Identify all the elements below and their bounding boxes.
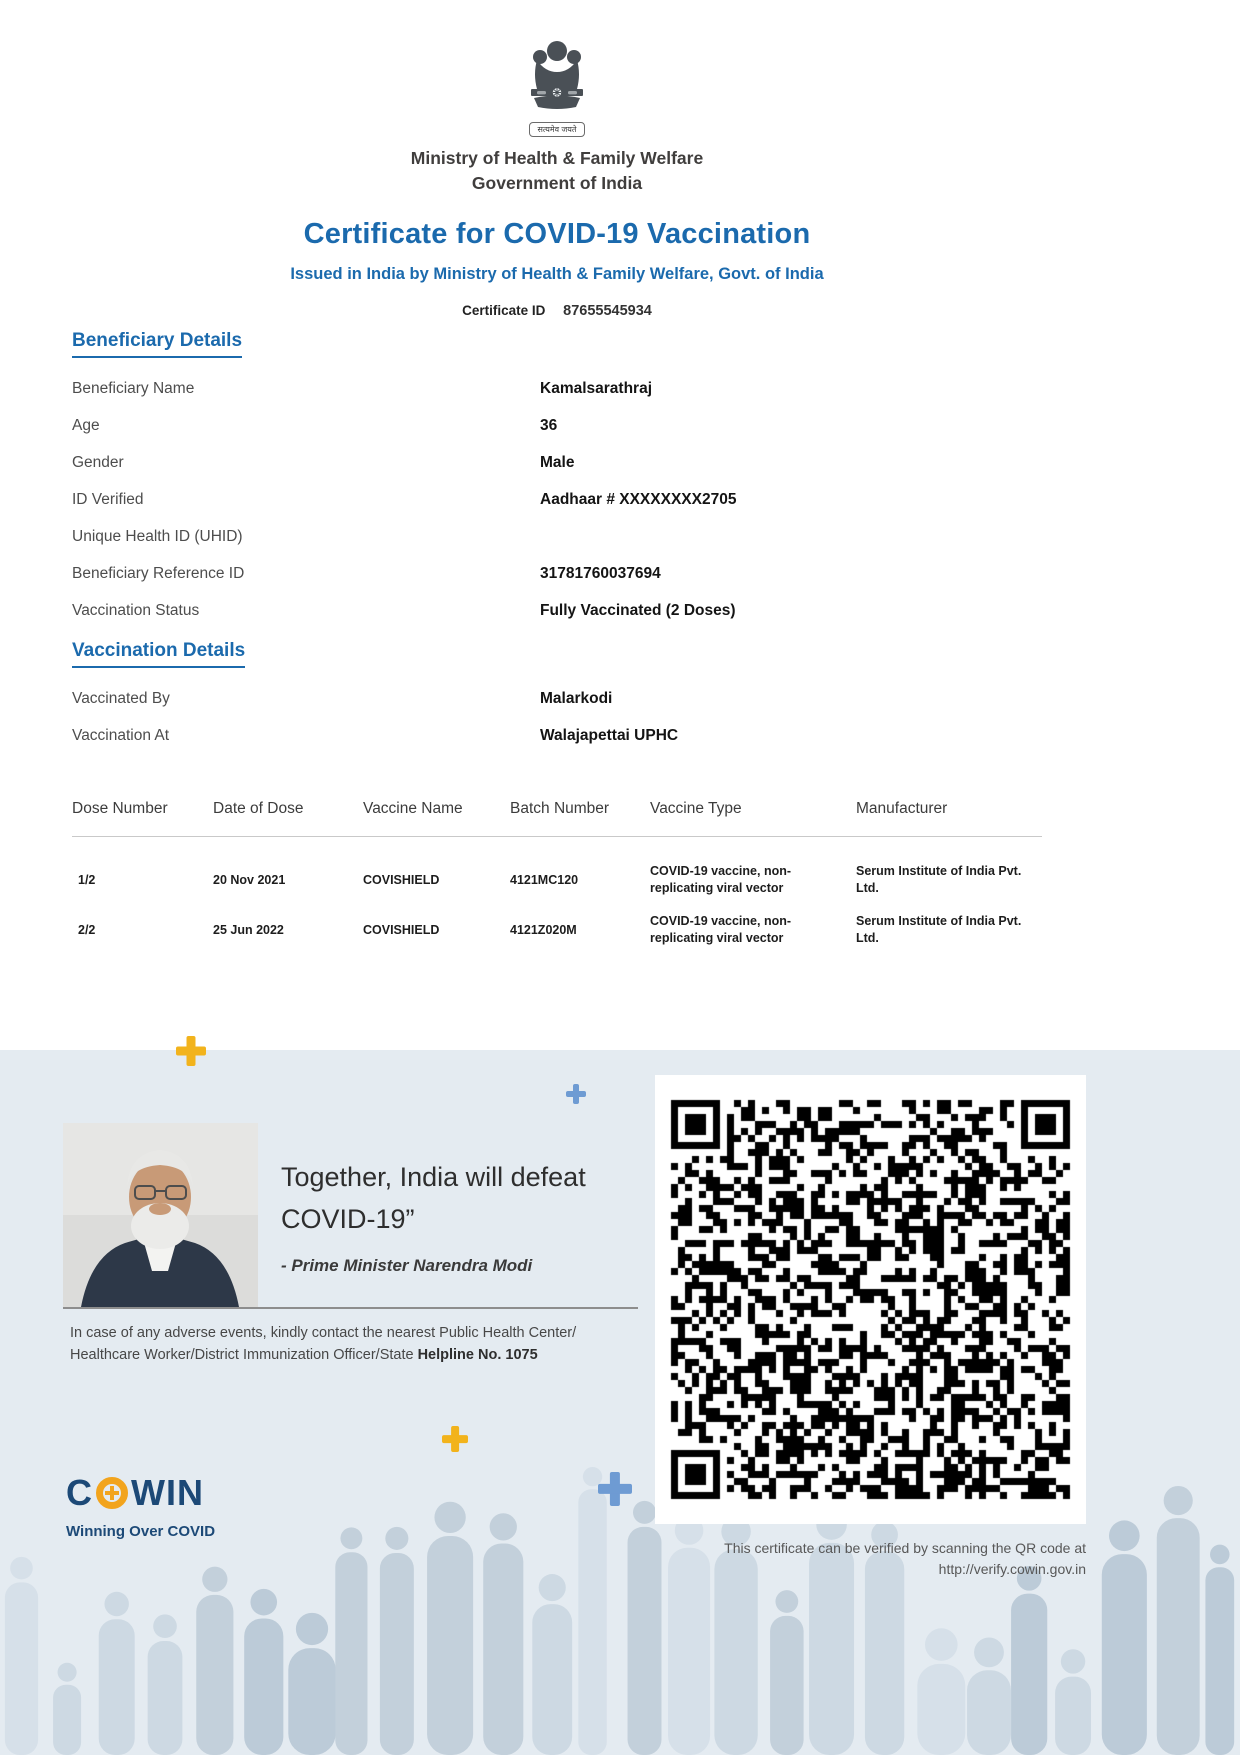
plus-decoration-icon [176, 1036, 206, 1066]
certificate-id-row [72, 303, 1042, 319]
field-value: Aadhaar # XXXXXXXX2705 [540, 490, 737, 508]
verify-url: http://verify.cowin.gov.in [938, 1561, 1086, 1577]
field-label: Unique Health ID (UHID) [72, 527, 243, 545]
plus-decoration-icon [442, 1426, 468, 1452]
quote-line-2: COVID-19” [281, 1204, 415, 1234]
plus-decoration-icon [598, 1472, 632, 1506]
field-row-beneficiary-name [72, 370, 1042, 407]
cell-date: 20 Nov 2021 [213, 872, 286, 887]
field-value: Male [540, 453, 575, 471]
helpline-number: Helpline No. 1075 [417, 1347, 538, 1363]
table-row-dose-1 [72, 863, 1042, 897]
field-value: Malarkodi [540, 689, 613, 707]
col-dose-number: Dose Number [72, 800, 168, 817]
cell-dose-number: 1/2 [78, 872, 96, 887]
field-row-vaccinated-by [72, 680, 1042, 717]
field-row-vaccination-status [72, 592, 1042, 629]
certificate-subtitle: Issued in India by Ministry of Health & Family Welfare, Govt. of India [290, 265, 824, 283]
adverse-events-notice [70, 1322, 660, 1366]
field-label: Age [72, 416, 100, 434]
national-emblem-icon [525, 36, 589, 114]
certificate-id-value: 87655545934 [563, 303, 652, 319]
quote-attribution: - Prime Minister Narendra Modi [281, 1256, 533, 1275]
dose-table [72, 800, 1042, 947]
field-value: 36 [540, 416, 558, 434]
field-label: Beneficiary Reference ID [72, 564, 245, 582]
field-row-uhid [72, 518, 1042, 555]
field-label: Gender [72, 453, 124, 471]
cell-vaccine-name: COVISHIELD [363, 922, 440, 937]
cell-vaccine-name: COVISHIELD [363, 872, 440, 887]
field-value: Kamalsarathraj [540, 379, 653, 397]
certificate-title: Certificate for COVID-19 Vaccination [303, 218, 811, 250]
pm-quote [281, 1156, 586, 1276]
field-label: Vaccination Status [72, 601, 200, 619]
certificate-id-label: Certificate ID [462, 303, 546, 318]
field-row-age [72, 407, 1042, 444]
field-row-id-verified [72, 481, 1042, 518]
cell-vaccine-type: COVID-19 vaccine, non-replicating viral vector [650, 914, 792, 945]
qr-code [655, 1075, 1086, 1524]
verify-notice [724, 1538, 1086, 1580]
cell-manufacturer: Serum Institute of India Pvt. Ltd. [856, 914, 1022, 945]
ministry-name: Ministry of Health & Family Welfare [410, 148, 704, 168]
cell-vaccine-type: COVID-19 vaccine, non-replicating viral vector [650, 864, 792, 895]
divider [63, 1307, 638, 1309]
cowin-letters-win: WIN [131, 1472, 204, 1513]
emblem-motto: सत्यमेव जयते [529, 122, 586, 137]
government-name: Government of India [471, 173, 643, 193]
dose-table-header [72, 800, 1042, 837]
table-row-dose-2 [72, 913, 1042, 947]
field-label: Vaccination At [72, 726, 170, 744]
col-manufacturer: Manufacturer [856, 800, 948, 817]
quote-line-1: Together, India will defeat [281, 1162, 586, 1192]
plus-decoration-icon [566, 1084, 586, 1104]
field-label: Vaccinated By [72, 689, 170, 707]
verify-line-1: This certificate can be verified by scanning the QR code at [724, 1540, 1086, 1556]
col-vaccine-type: Vaccine Type [650, 800, 742, 817]
beneficiary-details-section [72, 330, 1042, 629]
field-row-vaccination-at [72, 717, 1042, 754]
col-date-of-dose: Date of Dose [213, 800, 304, 817]
field-value: 31781760037694 [540, 564, 661, 582]
cowin-tagline: Winning Over COVID [66, 1523, 216, 1540]
cowin-logo [66, 1472, 215, 1540]
field-row-reference-id [72, 555, 1042, 592]
field-value: Walajapettai UPHC [540, 726, 679, 744]
cell-batch: 4121Z020M [510, 922, 577, 937]
cell-date: 25 Jun 2022 [213, 922, 284, 937]
field-row-gender [72, 444, 1042, 481]
col-batch-number: Batch Number [510, 800, 610, 817]
footer-band [0, 1050, 1240, 1755]
field-label: Beneficiary Name [72, 379, 195, 397]
field-label: ID Verified [72, 490, 144, 508]
cowin-letter-c: C [66, 1472, 93, 1513]
cell-batch: 4121MC120 [510, 872, 579, 887]
field-value: Fully Vaccinated (2 Doses) [540, 601, 736, 619]
pm-photo [63, 1123, 258, 1307]
certificate-header [72, 0, 1042, 319]
beneficiary-section-title: Beneficiary Details [72, 330, 242, 358]
cowin-o-plus-icon [96, 1477, 128, 1509]
vaccination-section-title: Vaccination Details [72, 640, 245, 668]
cell-manufacturer: Serum Institute of India Pvt. Ltd. [856, 864, 1022, 895]
adverse-line-2: Healthcare Worker/District Immunization Officer/State [70, 1347, 418, 1363]
cell-dose-number: 2/2 [78, 922, 96, 937]
col-vaccine-name: Vaccine Name [363, 800, 463, 817]
vaccination-details-section [72, 640, 1042, 754]
adverse-line-1: In case of any adverse events, kindly contact the nearest Public Health Center/ [70, 1325, 577, 1341]
